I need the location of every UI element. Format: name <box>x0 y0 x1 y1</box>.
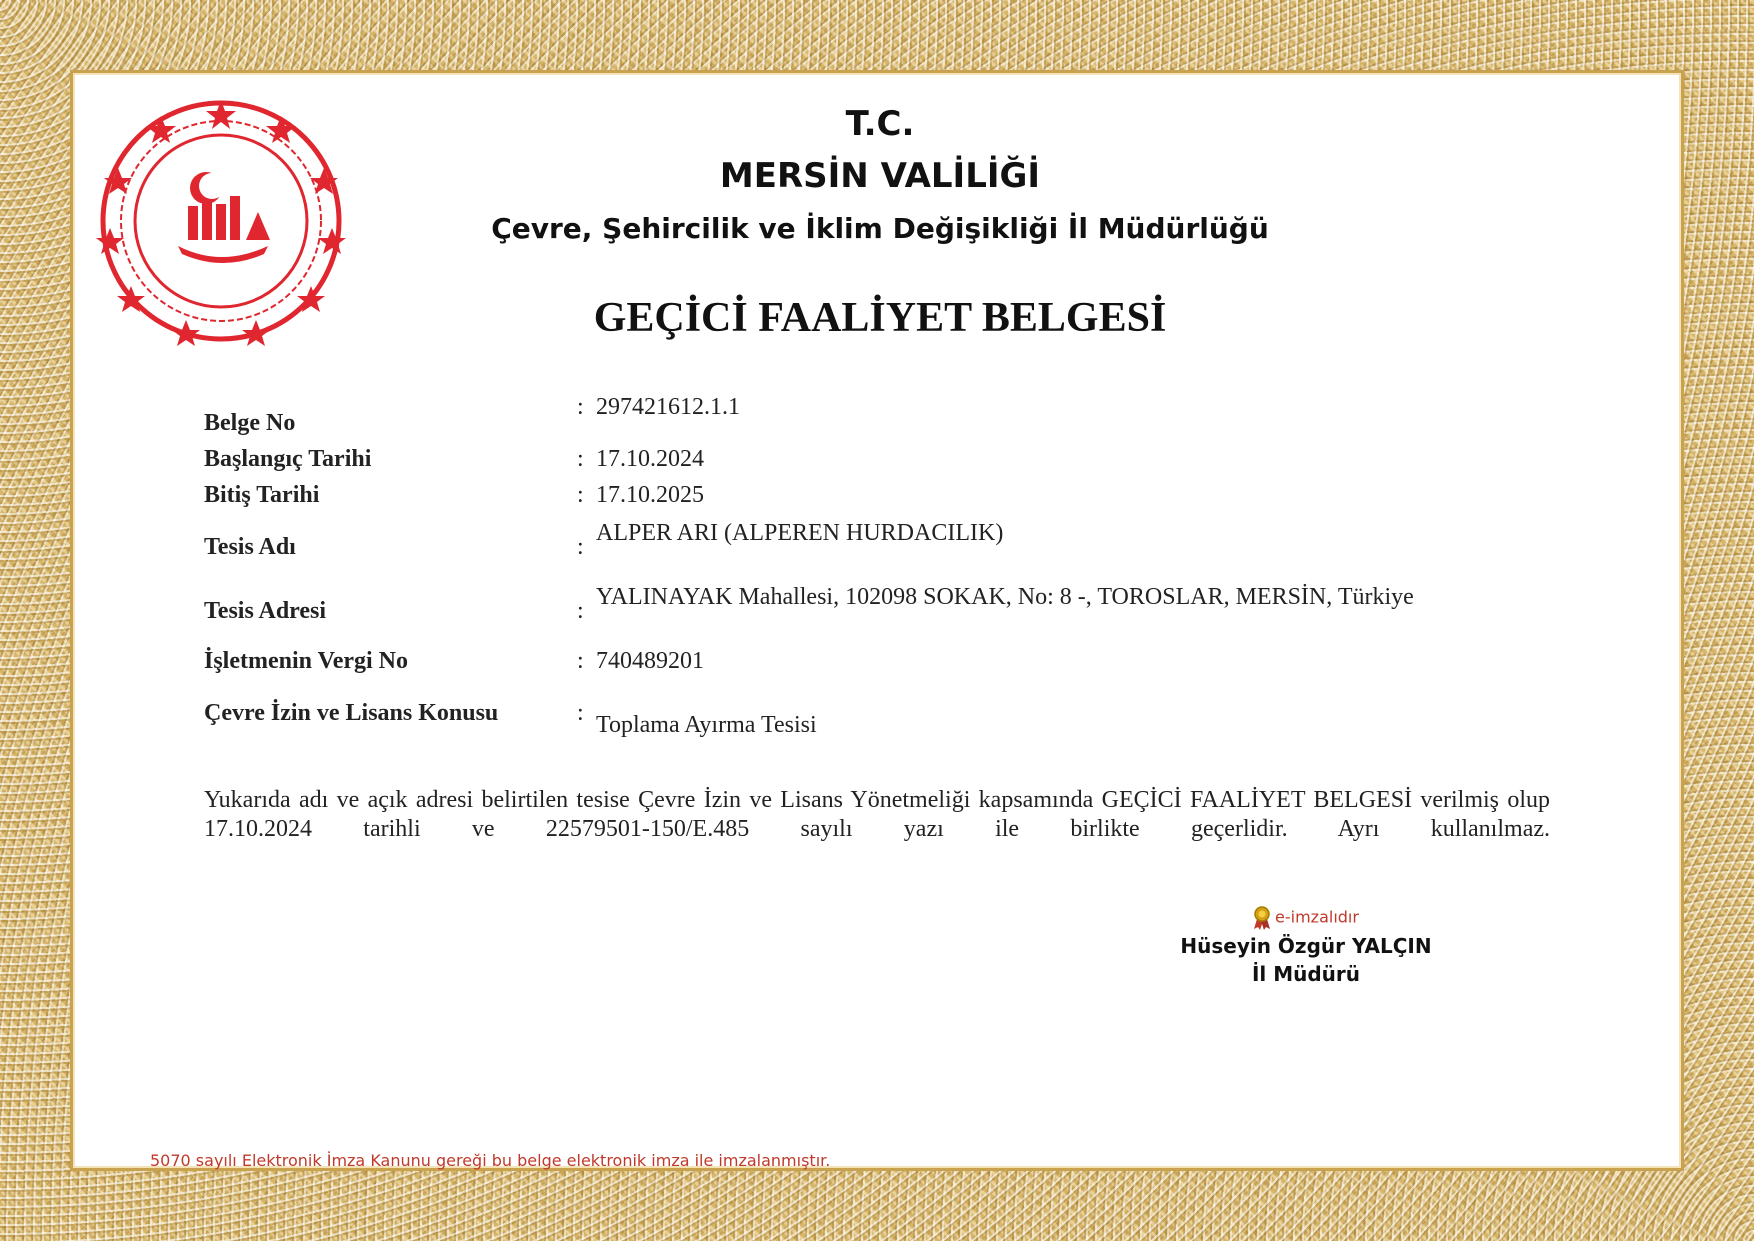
field-colon: : <box>577 446 584 472</box>
header-governorship: MERSİN VALİLİĞİ <box>719 156 1041 196</box>
field-label: Tesis Adı <box>204 534 296 560</box>
document-title: GEÇİCİ FAALİYET BELGESİ <box>593 295 1167 341</box>
field-colon: : <box>577 598 584 624</box>
field-colon: : <box>577 534 584 560</box>
field-colon: : <box>577 700 584 726</box>
field-label: Belge No <box>204 410 296 436</box>
field-colon: : <box>577 394 584 420</box>
header-directorate: Çevre, Şehircilik ve İklim Değişikliği İl Müdürlüğü <box>491 212 1269 245</box>
field-label: Bitiş Tarihi <box>204 482 320 508</box>
signer-title: İl Müdürü <box>1251 962 1361 986</box>
field-colon: : <box>577 482 584 508</box>
e-signature-label: e-imzalıdır <box>1275 907 1359 927</box>
field-value: Toplama Ayırma Tesisi <box>596 712 817 738</box>
field-value: YALINAYAK Mahallesi, 102098 SOKAK, No: 8 -, TOROSLAR, MERSİN, Türkiye <box>596 584 1414 610</box>
field-label: İşletmenin Vergi No <box>204 648 408 674</box>
field-label: Çevre İzin ve Lisans Konusu <box>204 700 499 726</box>
field-label: Tesis Adresi <box>204 598 327 624</box>
medal-icon <box>1253 906 1271 930</box>
ministry-seal-logo <box>96 96 346 346</box>
field-value: 17.10.2024 <box>596 446 704 472</box>
footer-legal-note: 5070 sayılı Elektronik İmza Kanunu gereği bu belge elektronik imza ile imzalanmıştır. <box>150 1151 831 1170</box>
field-label: Başlangıç Tarihi <box>204 446 372 472</box>
field-value: 297421612.1.1 <box>596 394 740 420</box>
signer-name: Hüseyin Özgür YALÇIN <box>1180 934 1432 958</box>
field-value: ALPER ARI (ALPEREN HURDACILIK) <box>596 520 1004 546</box>
header-tc: T.C. <box>845 104 915 144</box>
e-signature-badge <box>1136 906 1476 930</box>
field-value: 740489201 <box>596 648 704 674</box>
validity-paragraph: Yukarıda adı ve açık adresi belirtilen tesise Çevre İzin ve Lisans Yönetmeliği kapsamında GEÇİCİ FAALİYET BELGESİ verilmiş olup 17.10.2024 tarihli ve 22579501-150/E.485 sayılı yazı ile birlikte geçerlidir. Ayrı kullanılmaz. <box>204 787 1550 842</box>
field-value: 17.10.2025 <box>596 482 704 508</box>
field-colon: : <box>577 648 584 674</box>
